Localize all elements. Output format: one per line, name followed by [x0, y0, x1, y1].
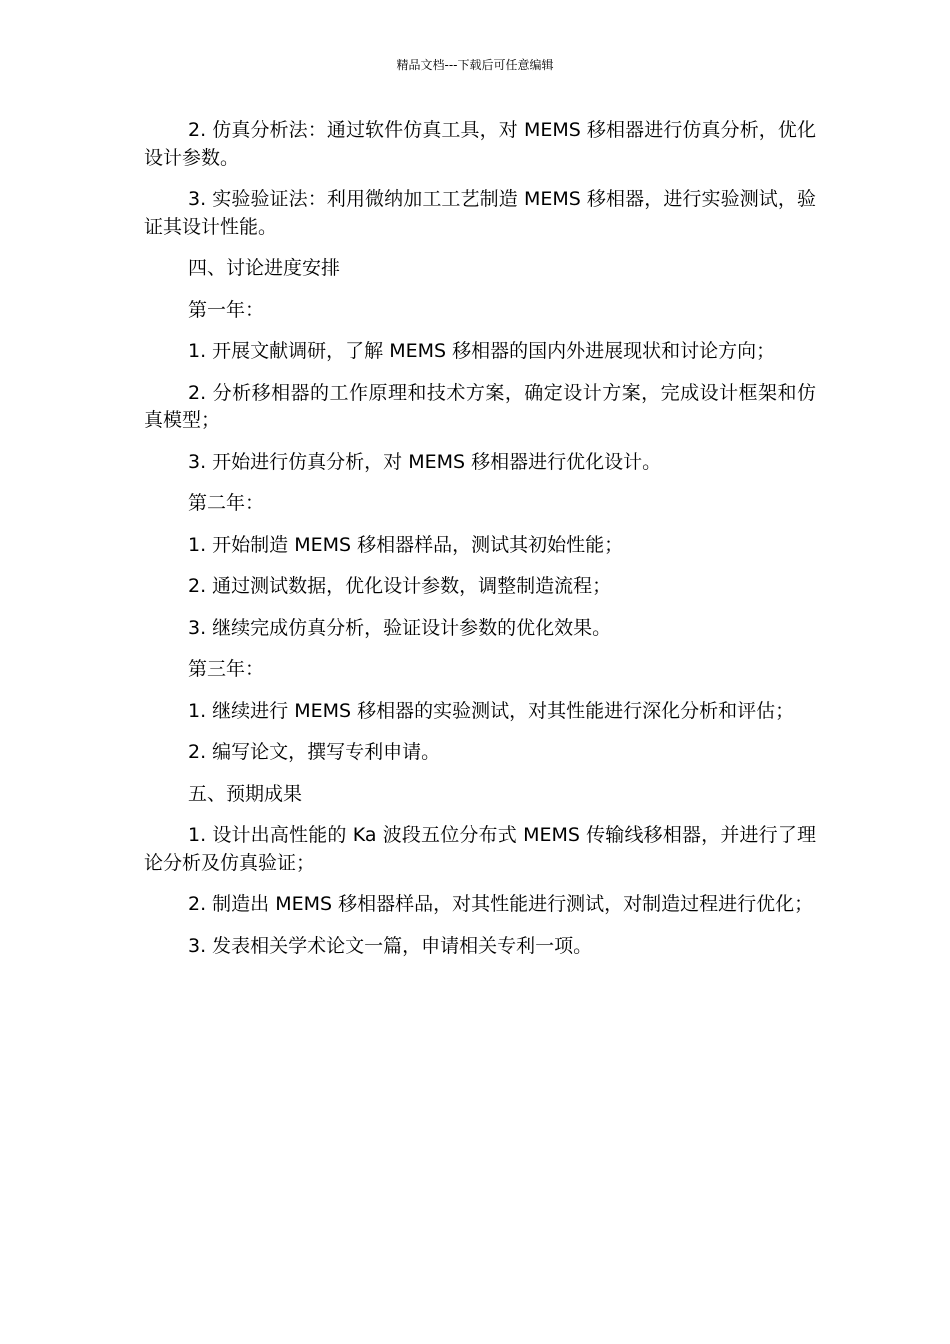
outcome-item-2: 2. 制造出 MEMS 移相器样品，对其性能进行测试，对制造过程进行优化；	[188, 893, 814, 915]
year-one-item-3: 3. 开始进行仿真分析，对 MEMS 移相器进行优化设计。	[188, 450, 662, 473]
year-three-heading: 第三年：	[188, 658, 265, 680]
outcome-item-3: 3. 发表相关学术论文一篇，申请相关专利一项。	[188, 934, 593, 957]
paragraph-method-simulation: 2. 仿真分析法：通过软件仿真工具，对 MEMS 移相器进行仿真分析，优化设计参数。	[144, 119, 816, 169]
year-two-item-1: 1. 开始制造 MEMS 移相器样品，测试其初始性能；	[188, 533, 624, 556]
paragraph-method-experiment: 3. 实验验证法：利用微纳加工工艺制造 MEMS 移相器，进行实验测试，验证其设计性能。	[144, 188, 816, 238]
outcome-item-1: 1. 设计出高性能的 Ka 波段五位分布式 MEMS 传输线移相器，并进行了理论分析及仿真验证；	[144, 824, 816, 874]
section-heading-schedule: 四、讨论进度安排	[188, 257, 341, 279]
year-one-item-1: 1. 开展文献调研，了解 MEMS 移相器的国内外进展现状和讨论方向；	[188, 340, 776, 362]
year-one-heading: 第一年：	[188, 298, 265, 321]
document-body	[144, 117, 816, 974]
year-one-item-2: 2. 分析移相器的工作原理和技术方案，确定设计方案，完成设计框架和仿真模型；	[144, 381, 816, 431]
page-header: 精品文档---下载后可任意编辑	[396, 58, 554, 72]
year-three-item-1: 1. 继续进行 MEMS 移相器的实验测试，对其性能进行深化分析和评估；	[188, 699, 795, 722]
year-three-item-2: 2. 编写论文，撰写专利申请。	[188, 741, 441, 763]
year-two-item-3: 3. 继续完成仿真分析，验证设计参数的优化效果。	[188, 616, 612, 639]
year-two-item-2: 2. 通过测试数据，优化设计参数，调整制造流程；	[188, 575, 612, 597]
section-heading-outcomes: 五、预期成果	[188, 782, 303, 805]
year-two-heading: 第二年：	[188, 492, 265, 514]
